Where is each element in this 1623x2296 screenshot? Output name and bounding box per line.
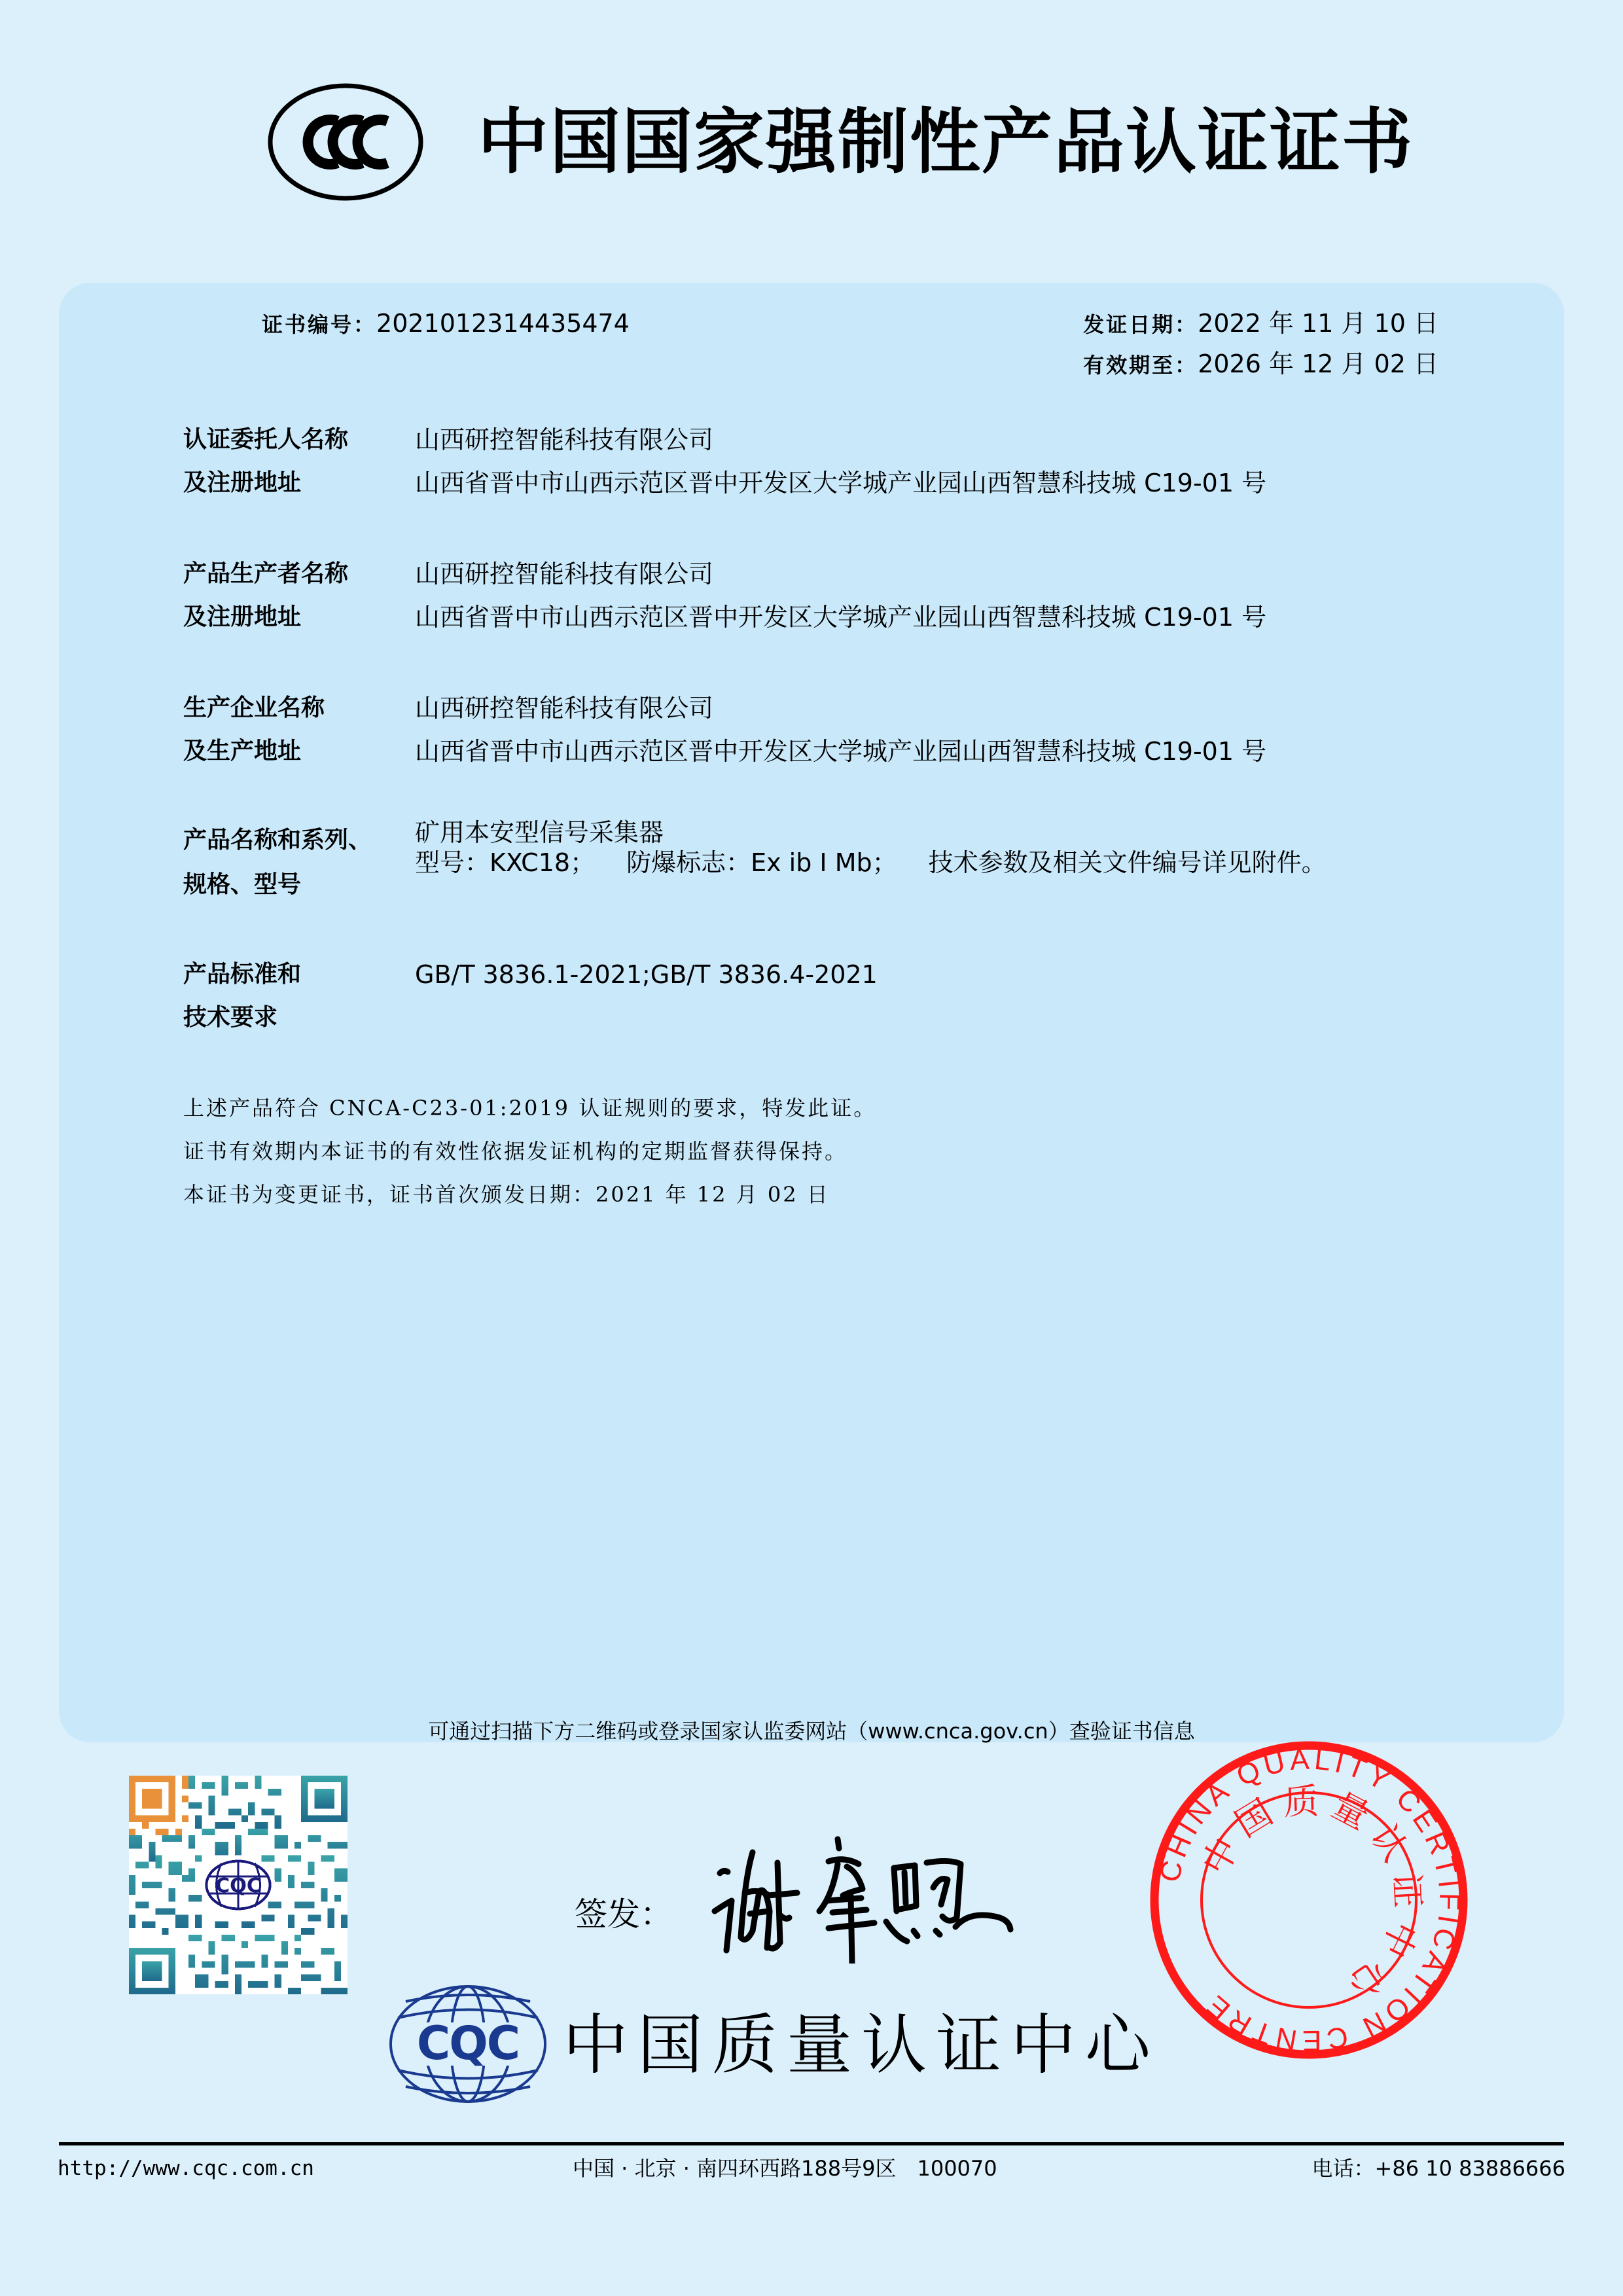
note-line: 上述产品符合 CNCA-C23-01:2019 认证规则的要求，特发此证。 xyxy=(183,1096,877,1121)
field-label: 及注册地址 xyxy=(183,469,302,496)
svg-text:CQC: CQC xyxy=(215,1874,262,1898)
issuer-name: 中国质量认证中心 xyxy=(563,2007,1160,2083)
svg-text:CQC: CQC xyxy=(416,2017,520,2070)
footer-divider xyxy=(59,2142,1564,2145)
field-label: 认证委托人名称 xyxy=(183,426,349,453)
applicant-name: 山西研控智能科技有限公司 xyxy=(415,425,714,454)
certificate-number xyxy=(262,306,630,342)
field-label: 及注册地址 xyxy=(183,603,302,630)
valid-until xyxy=(1083,347,1438,382)
signed-by-label: 签发： xyxy=(575,1896,673,1933)
footer-address: 中国 · 北京 · 南四环西路188号9区 100070 xyxy=(573,2156,997,2181)
issue-date-label: 发证日期： xyxy=(1083,312,1198,337)
svg-text:中国质量认证中心: 中国质量认证中心 xyxy=(1194,1780,1429,2011)
field-label: 产品名称和系列、 xyxy=(183,827,372,853)
product-name: 矿用本安型信号采集器 xyxy=(415,818,664,847)
cqc-globe-logo xyxy=(386,1982,550,2106)
note-line: 证书有效期内本证书的有效性依据发证机构的定期监督获得保持。 xyxy=(183,1139,848,1164)
field-label: 产品生产者名称 xyxy=(183,560,349,587)
field-label: 技术要求 xyxy=(183,1004,278,1031)
product-model: 型号：KXC18； xyxy=(415,848,596,877)
footer-phone: 电话：+86 10 83886666 xyxy=(1311,2156,1565,2181)
certificate-title: 中国国家强制性产品认证证书 xyxy=(478,101,1414,183)
issue-date-value: 2022 年 11 月 10 日 xyxy=(1198,309,1438,338)
field-label: 生产企业名称 xyxy=(183,694,325,721)
factory-name: 山西研控智能科技有限公司 xyxy=(415,694,714,723)
factory-address: 山西省晋中市山西示范区晋中开发区大学城产业园山西智慧科技城 C19-01 号 xyxy=(415,737,1267,766)
certificate-number-value: 2021012314435474 xyxy=(376,309,630,338)
handwritten-signature xyxy=(707,1833,1021,1964)
standards-value: GB/T 3836.1-2021;GB/T 3836.4-2021 xyxy=(415,960,878,989)
field-label: 规格、型号 xyxy=(183,871,302,898)
field-applicant xyxy=(183,418,1525,509)
svg-text:CHINA QUALITY CERTIFICATION CE: CHINA QUALITY CERTIFICATION CENTRE xyxy=(1153,1743,1466,2057)
verification-instructions: 可通过扫描下方二维码或登录国家认监委网站（www.cnca.gov.cn）查验证书信息 xyxy=(428,1719,1195,1744)
certificate-number-label: 证书编号： xyxy=(262,312,377,337)
footer-website-link[interactable]: http://www.cqc.com.cn xyxy=(58,2157,314,2180)
official-red-seal xyxy=(1150,1741,1468,2059)
field-standards xyxy=(183,952,1525,1044)
product-spec xyxy=(415,844,1327,881)
field-label: 及生产地址 xyxy=(183,738,302,764)
field-manufacturer xyxy=(183,552,1525,643)
spec-note: 技术参数及相关文件编号详见附件。 xyxy=(928,848,1327,877)
field-product xyxy=(183,818,1525,910)
applicant-address: 山西省晋中市山西示范区晋中开发区大学城产业园山西智慧科技城 C19-01 号 xyxy=(415,469,1267,497)
ex-marking: 防爆标志：Ex ib I Mb； xyxy=(626,848,897,877)
issue-date xyxy=(1083,306,1438,342)
manufacturer-address: 山西省晋中市山西示范区晋中开发区大学城产业园山西智慧科技城 C19-01 号 xyxy=(415,603,1267,632)
verification-qr-code[interactable] xyxy=(129,1776,348,1994)
certificate-notes xyxy=(183,1086,876,1216)
manufacturer-name: 山西研控智能科技有限公司 xyxy=(415,560,714,588)
field-factory xyxy=(183,686,1525,778)
valid-until-value: 2026 年 12 月 02 日 xyxy=(1198,350,1438,378)
field-label: 产品标准和 xyxy=(183,961,302,988)
valid-until-label: 有效期至： xyxy=(1083,353,1198,378)
note-line: 本证书为变更证书，证书首次颁发日期：2021 年 12 月 02 日 xyxy=(183,1182,830,1207)
ccc-mark-logo xyxy=(267,82,424,203)
